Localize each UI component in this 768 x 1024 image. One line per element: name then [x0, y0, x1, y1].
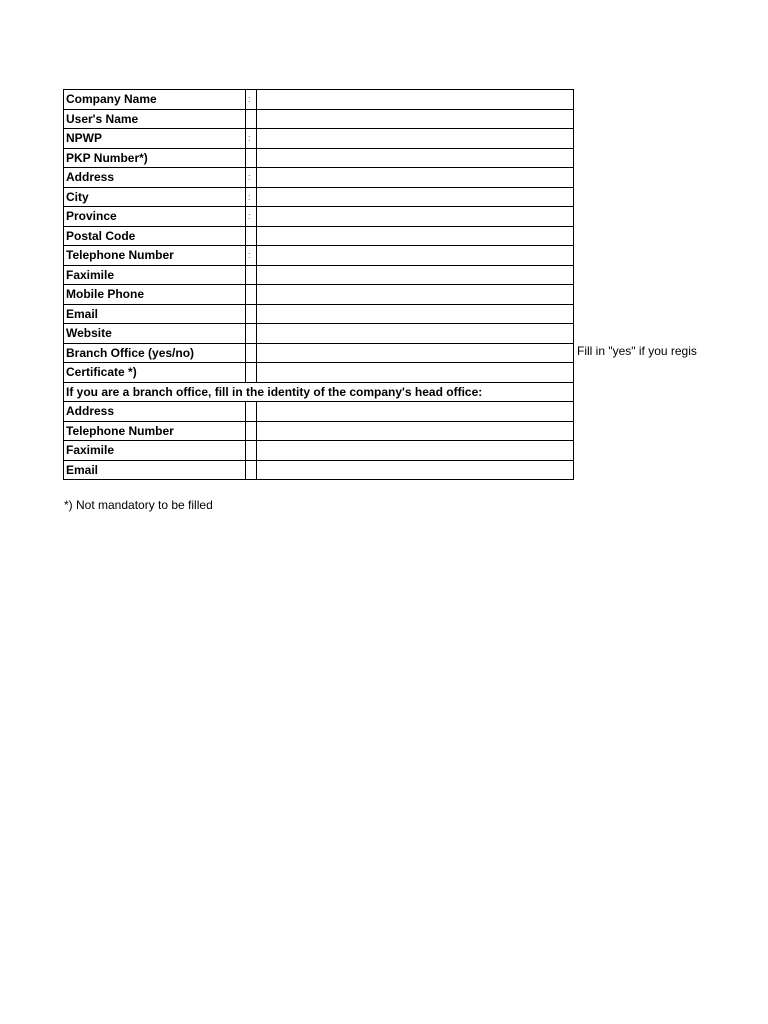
separator-colon: :: [246, 90, 257, 110]
cell-npwp[interactable]: [257, 129, 574, 149]
label-telephone-number: Telephone Number: [64, 246, 246, 266]
email-input[interactable]: [257, 305, 573, 323]
form-row-users-name: [64, 109, 574, 129]
separator-colon: [246, 343, 257, 363]
head-office-row-address: [64, 402, 574, 422]
separator-colon: :: [246, 129, 257, 149]
head-office-section-heading: If you are a branch office, fill in the identity of the company's head office:: [64, 382, 574, 402]
users-name-input[interactable]: [257, 110, 573, 128]
separator-colon: [246, 324, 257, 344]
cell-certificate[interactable]: [257, 363, 574, 383]
cell-email[interactable]: [257, 304, 574, 324]
head-office-telephone-number-input[interactable]: [257, 422, 573, 440]
separator-colon: [246, 285, 257, 305]
address-input[interactable]: [257, 168, 573, 186]
head-office-section-row: [64, 382, 574, 402]
label-mobile-phone: Mobile Phone: [64, 285, 246, 305]
form-row-city: [64, 187, 574, 207]
form-row-address: [64, 168, 574, 188]
label-email: Email: [64, 304, 246, 324]
label-pkp-number: PKP Number*): [64, 148, 246, 168]
form-row-npwp: [64, 129, 574, 149]
label-faximile: Faximile: [64, 265, 246, 285]
cell-company-name[interactable]: [257, 90, 574, 110]
label-address: Address: [64, 168, 246, 188]
company-name-input[interactable]: [257, 90, 573, 108]
separator-colon: [246, 421, 257, 441]
cell-head-office-telephone-number[interactable]: [257, 421, 574, 441]
label-users-name: User's Name: [64, 109, 246, 129]
certificate-input[interactable]: [257, 363, 573, 381]
cell-province[interactable]: [257, 207, 574, 227]
label-postal-code: Postal Code: [64, 226, 246, 246]
label-province: Province: [64, 207, 246, 227]
npwp-input[interactable]: [257, 129, 573, 147]
cell-website[interactable]: [257, 324, 574, 344]
separator-colon: [246, 109, 257, 129]
label-head-office-email: Email: [64, 460, 246, 480]
form-row-company-name: [64, 90, 574, 110]
label-npwp: NPWP: [64, 129, 246, 149]
branch-office-input[interactable]: [257, 344, 573, 362]
head-office-row-faximile: [64, 441, 574, 461]
separator-colon: [246, 304, 257, 324]
branch-office-hint-note: Fill in "yes" if you regis: [577, 344, 697, 358]
province-input[interactable]: [257, 207, 573, 225]
registration-form-table: [63, 89, 574, 480]
separator-colon: [246, 363, 257, 383]
separator-colon: [246, 460, 257, 480]
separator-colon: [246, 441, 257, 461]
cell-head-office-email[interactable]: [257, 460, 574, 480]
form-row-email: [64, 304, 574, 324]
head-office-row-telephone-number: [64, 421, 574, 441]
form-row-mobile-phone: [64, 285, 574, 305]
form-row-certificate: [64, 363, 574, 383]
form-row-website: [64, 324, 574, 344]
cell-head-office-faximile[interactable]: [257, 441, 574, 461]
label-head-office-address: Address: [64, 402, 246, 422]
cell-faximile[interactable]: [257, 265, 574, 285]
faximile-input[interactable]: [257, 266, 573, 284]
head-office-address-input[interactable]: [257, 402, 573, 420]
form-row-postal-code: [64, 226, 574, 246]
mandatory-footnote: *) Not mandatory to be filled: [64, 498, 213, 512]
separator-colon: :: [246, 168, 257, 188]
website-input[interactable]: [257, 324, 573, 342]
form-row-telephone-number: [64, 246, 574, 266]
separator-colon: [246, 265, 257, 285]
cell-city[interactable]: [257, 187, 574, 207]
head-office-row-email: [64, 460, 574, 480]
label-head-office-telephone-number: Telephone Number: [64, 421, 246, 441]
label-website: Website: [64, 324, 246, 344]
label-head-office-faximile: Faximile: [64, 441, 246, 461]
cell-head-office-address[interactable]: [257, 402, 574, 422]
cell-mobile-phone[interactable]: [257, 285, 574, 305]
separator-colon: :: [246, 207, 257, 227]
postal-code-input[interactable]: [257, 227, 573, 245]
cell-branch-office[interactable]: [257, 343, 574, 363]
cell-pkp-number[interactable]: [257, 148, 574, 168]
form-row-branch-office: [64, 343, 574, 363]
mobile-phone-input[interactable]: [257, 285, 573, 303]
form-row-province: [64, 207, 574, 227]
cell-users-name[interactable]: [257, 109, 574, 129]
form-row-faximile: [64, 265, 574, 285]
head-office-faximile-input[interactable]: [257, 441, 573, 459]
separator-colon: [246, 148, 257, 168]
form-row-pkp-number: [64, 148, 574, 168]
city-input[interactable]: [257, 188, 573, 206]
cell-postal-code[interactable]: [257, 226, 574, 246]
separator-colon: :: [246, 187, 257, 207]
head-office-email-input[interactable]: [257, 461, 573, 479]
separator-colon: [246, 402, 257, 422]
label-certificate: Certificate *): [64, 363, 246, 383]
label-branch-office: Branch Office (yes/no): [64, 343, 246, 363]
label-company-name: Company Name: [64, 90, 246, 110]
separator-colon: :: [246, 246, 257, 266]
separator-colon: [246, 226, 257, 246]
pkp-number-input[interactable]: [257, 149, 573, 167]
cell-address[interactable]: [257, 168, 574, 188]
telephone-number-input[interactable]: [257, 246, 573, 264]
cell-telephone-number[interactable]: [257, 246, 574, 266]
label-city: City: [64, 187, 246, 207]
